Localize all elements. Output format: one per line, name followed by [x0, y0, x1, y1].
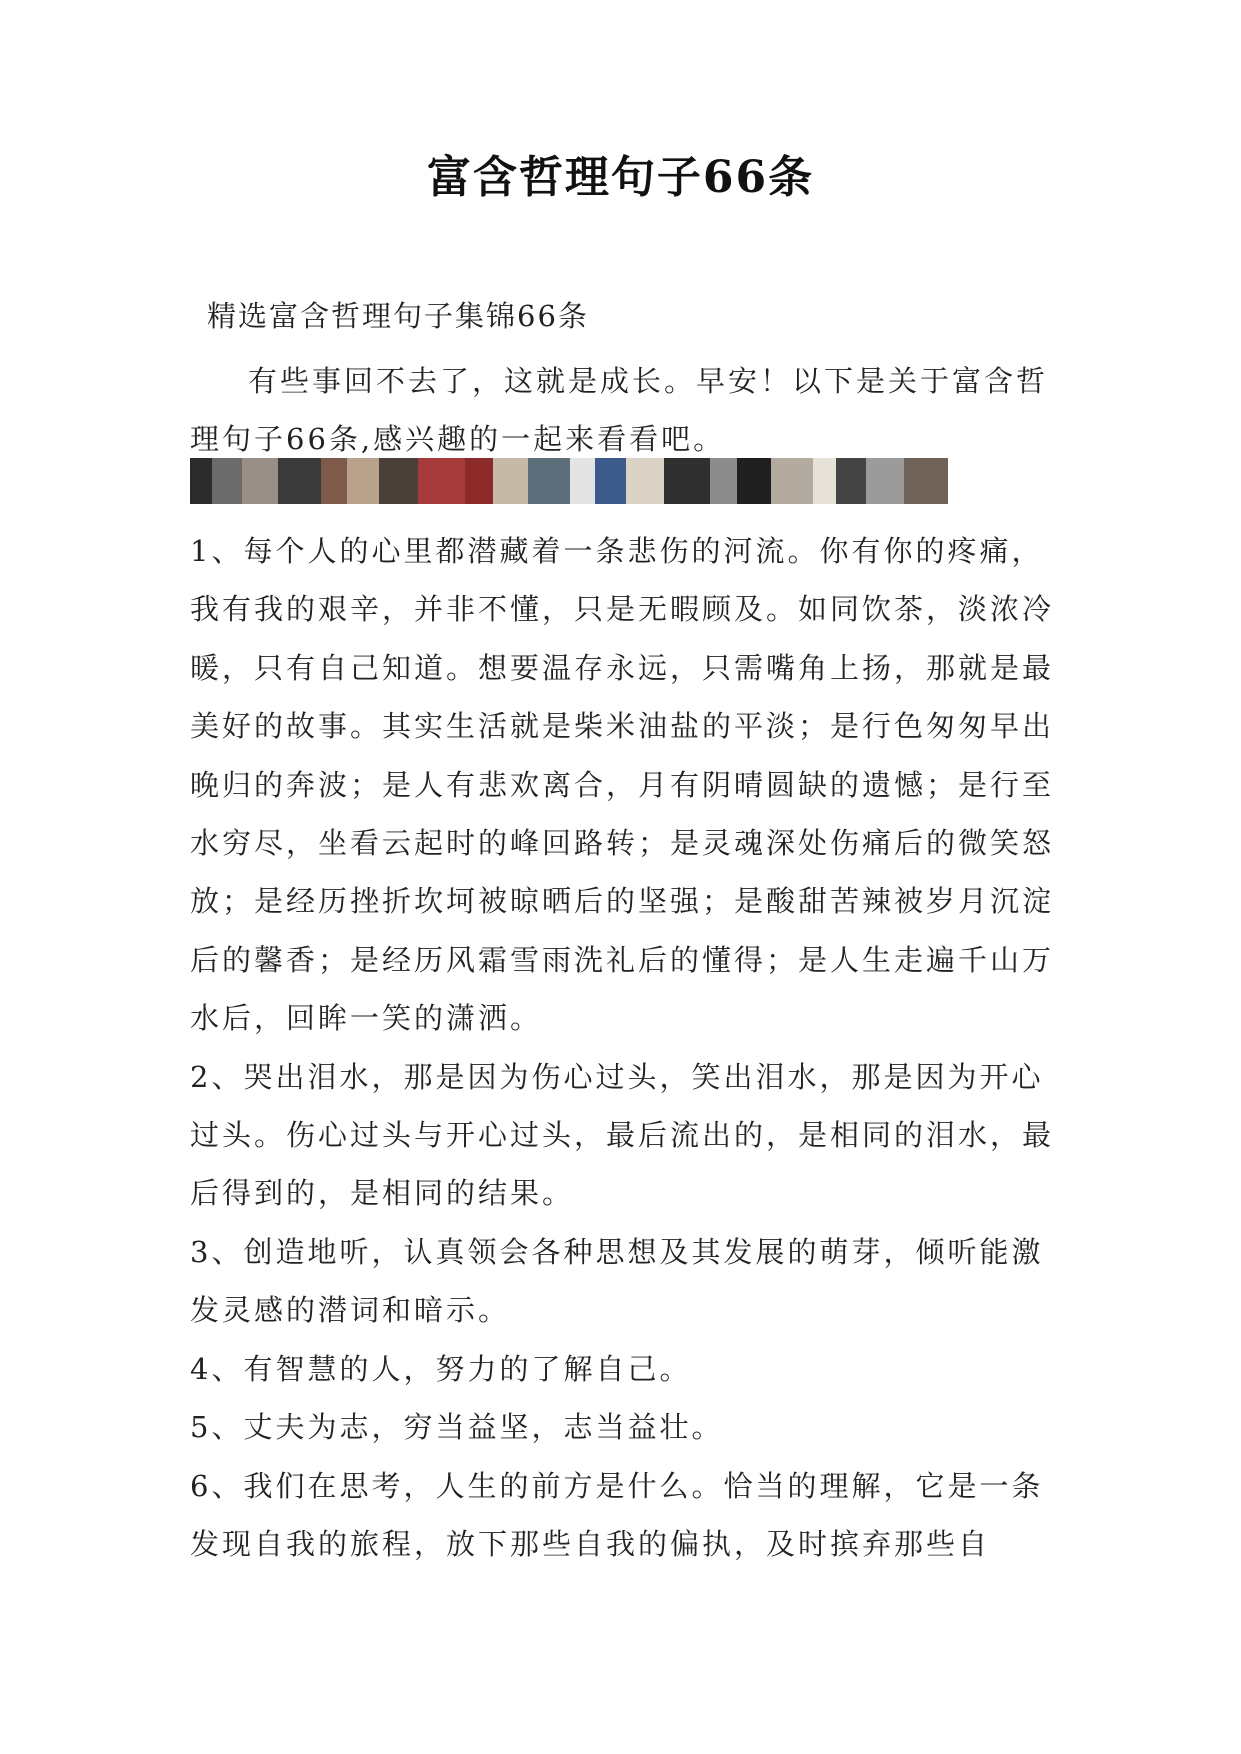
banner-strip	[465, 458, 493, 504]
banner-strip	[212, 458, 241, 504]
intro-paragraph: 有些事回不去了，这就是成长。早安！以下是关于富含哲理句子66条,感兴趣的一起来看看吧。	[190, 364, 1049, 456]
quote-item-3: 3、创造地听，认真领会各种思想及其发展的萌芽，倾听能激发灵感的潜词和暗示。	[190, 1234, 1044, 1328]
quote-list	[190, 522, 1060, 1573]
banner-strip	[278, 458, 321, 504]
banner-strip	[813, 458, 836, 504]
banner-strip	[321, 458, 346, 504]
banner-strip	[626, 458, 664, 504]
banner-strip	[570, 458, 594, 504]
banner-strip	[190, 458, 212, 504]
banner-strip	[379, 458, 418, 504]
banner-strip	[836, 458, 866, 504]
document-title: 富含哲理句子66条	[426, 152, 815, 203]
banner-strip	[737, 458, 771, 504]
banner-strip	[493, 458, 528, 504]
banner-strip	[904, 458, 948, 504]
banner-strip	[242, 458, 278, 504]
quote-item-6: 6、我们在思考，人生的前方是什么。恰当的理解，它是一条发现自我的旅程，放下那些自我的偏执，及时摈弃那些自	[190, 1468, 1044, 1561]
banner-strip	[347, 458, 379, 504]
banner-strip	[710, 458, 737, 504]
banner-strip	[418, 458, 464, 504]
quote-item-4: 4、有智慧的人，努力的了解自己。	[190, 1351, 692, 1386]
photo-banner-image	[190, 458, 948, 504]
banner-strip	[664, 458, 709, 504]
banner-strip	[595, 458, 626, 504]
banner-strip	[771, 458, 812, 504]
quote-item-5: 5、丈夫为志，穷当益坚，志当益壮。	[190, 1410, 724, 1445]
banner-strip	[866, 458, 903, 504]
quote-item-2: 2、哭出泪水，那是因为伤心过头，笑出泪水，那是因为开心过头。伤心过头与开心过头，最后流出的，是相同的泪水，最后得到的，是相同的结果。	[190, 1059, 1055, 1211]
banner-strip	[528, 458, 570, 504]
quote-item-1: 1、每个人的心里都潜藏着一条悲伤的河流。你有你的疼痛，我有我的艰辛，并非不懂，只是无暇顾及。如同饮茶，淡浓冷暖，只有自己知道。想要温存永远，只需嘴角上扬，那就是最美好的故事。其实生活就是柴米油盐的平淡；是行色匆匆早出晚归的奔波；是人有悲欢离合，月有阴晴圆缺的遗憾；是行至水穷尽，坐看云起时的峰回路转；是灵魂深处伤痛后的微笑怒放；是经历挫折坎坷被晾晒后的坚强；是酸甜苦辣被岁月沉淀后的馨香；是经历风霜雪雨洗礼后的懂得；是人生走遍千山万水后，回眸一笑的潇洒。	[190, 534, 1055, 1036]
document-subtitle: 精选富含哲理句子集锦66条	[207, 299, 589, 333]
